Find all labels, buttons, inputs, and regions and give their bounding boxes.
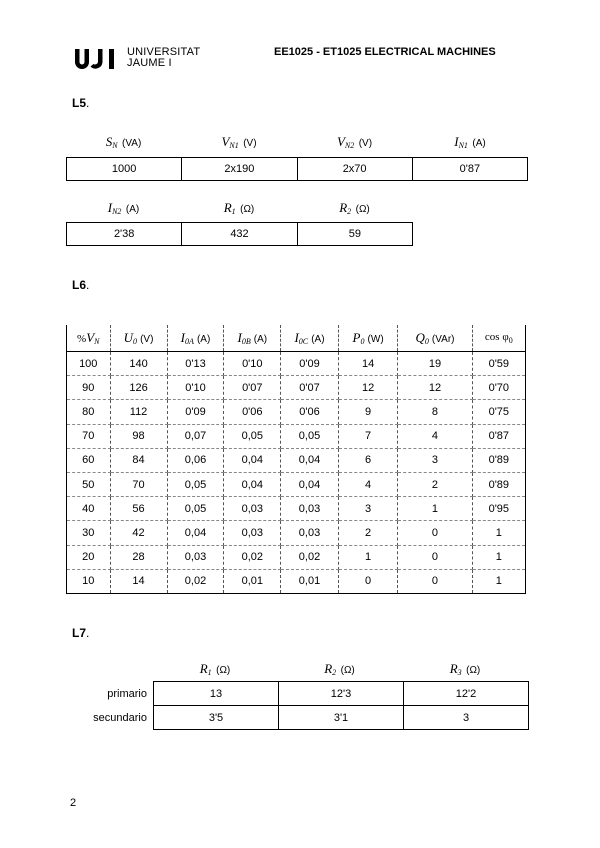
table-cell: 0,03 (167, 545, 224, 569)
table-cell: 0,05 (281, 424, 339, 448)
l5-header-r2: $R_2$ (Ω) (339, 200, 370, 216)
table-cell: 1 (472, 545, 525, 569)
table-cell: 0,04 (281, 472, 339, 496)
table-cell: 0,06 (167, 448, 224, 472)
table-cell: 0,03 (281, 521, 339, 545)
l7-row-primario (85, 682, 529, 706)
table-cell: 0,05 (167, 497, 224, 521)
l7-cell: 12'2 (404, 682, 529, 706)
table-cell: 84 (110, 448, 167, 472)
l5-header-in2: $I_{N2}$ (A) (107, 200, 140, 216)
course-title: EE1025 - ET1025 ELECTRICAL MACHINES (274, 46, 496, 58)
table-cell: 4 (398, 424, 472, 448)
table-cell: 14 (110, 569, 167, 593)
table-cell: 0,02 (281, 545, 339, 569)
l6-header-i0b: $I_{0B}$ (A) (224, 325, 281, 352)
table-cell: 14 (338, 352, 398, 376)
table-cell: 0'07 (281, 376, 339, 400)
table-cell: 0,04 (224, 448, 281, 472)
table-cell: 0,02 (224, 545, 281, 569)
l5-header-r1: $R_1$ (Ω) (223, 200, 255, 216)
page-number: 2 (70, 797, 77, 809)
l6-header-p0: $P_0$ (W) (338, 325, 398, 352)
l7-cell: 13 (154, 682, 279, 706)
table-row (67, 569, 526, 593)
table-row (67, 376, 526, 400)
l6-table-body (67, 352, 526, 594)
table-cell: 0'10 (167, 376, 224, 400)
l7-row-label: secundario (93, 711, 147, 724)
university-logo (74, 47, 214, 71)
table-cell: 100 (67, 352, 111, 376)
table-cell: 28 (110, 545, 167, 569)
l7-header-r1: $R_1$ (Ω) (199, 661, 231, 677)
table-cell: 90 (67, 376, 111, 400)
l5-header-in1: $I_{N1}$ (A) (454, 134, 486, 150)
table-cell: 0'06 (224, 400, 281, 424)
table-cell: 0 (398, 545, 472, 569)
l7-header-r3: $R_3$ (Ω) (449, 661, 481, 677)
table-cell: 0,01 (281, 569, 339, 593)
section-label-l5: L5. (72, 96, 90, 110)
table-cell: 1 (472, 569, 525, 593)
table-cell: 0'75 (472, 400, 525, 424)
table-cell: 50 (67, 472, 111, 496)
l5-value-sn: 1000 (67, 158, 182, 181)
l7-header-r2: $R_2$ (Ω) (324, 661, 355, 677)
table-cell: 0,04 (281, 448, 339, 472)
table-cell: 0 (398, 521, 472, 545)
table-cell: 10 (67, 569, 111, 593)
l7-cell: 3'5 (154, 706, 279, 730)
table-row (67, 497, 526, 521)
l5-table-1 (66, 157, 528, 181)
table-cell: 0,04 (224, 472, 281, 496)
table-cell: 0'89 (472, 448, 525, 472)
table-cell: 19 (398, 352, 472, 376)
table-cell: 70 (110, 472, 167, 496)
table-cell: 3 (338, 497, 398, 521)
table-cell: 30 (67, 521, 111, 545)
table-cell: 80 (67, 400, 111, 424)
table-cell: 1 (398, 497, 472, 521)
table-cell: 2 (398, 472, 472, 496)
table-cell: 7 (338, 424, 398, 448)
table-cell: 126 (110, 376, 167, 400)
l5-header-sn: $S_N$ (VA) (105, 134, 142, 150)
table-cell: 0,03 (281, 497, 339, 521)
l5-value-vn2: 2x70 (297, 158, 412, 181)
table-cell: 0 (338, 569, 398, 593)
table-row (67, 400, 526, 424)
table-cell: 2 (338, 521, 398, 545)
l6-header-cos-phi0: $\cos \varphi_0$ (472, 325, 525, 352)
table-cell: 0,05 (167, 472, 224, 496)
table-row (67, 545, 526, 569)
l5-value-r2: 59 (297, 223, 412, 246)
l6-header-u0: $U_0$ (V) (110, 325, 167, 352)
table-cell: 42 (110, 521, 167, 545)
table-cell: 6 (338, 448, 398, 472)
table-cell: 98 (110, 424, 167, 448)
table-cell: 0,02 (167, 569, 224, 593)
table-row (67, 424, 526, 448)
table-cell: 3 (398, 448, 472, 472)
table-row (67, 472, 526, 496)
table-cell: 9 (338, 400, 398, 424)
table-cell: 112 (110, 400, 167, 424)
table-cell: 0'10 (224, 352, 281, 376)
uji-logo-icon (74, 49, 119, 69)
l7-cell: 3'1 (279, 706, 404, 730)
l7-cell: 3 (404, 706, 529, 730)
section-label-l6: L6. (72, 278, 90, 292)
table-cell: 0,03 (224, 521, 281, 545)
table-cell: 0'06 (281, 400, 339, 424)
table-row (67, 521, 526, 545)
table-cell: 0'07 (224, 376, 281, 400)
table-cell: 0,07 (167, 424, 224, 448)
table-cell: 56 (110, 497, 167, 521)
table-cell: 0'95 (472, 497, 525, 521)
l6-header-i0a: $I_{0A}$ (A) (167, 325, 224, 352)
table-cell: 40 (67, 497, 111, 521)
table-cell: 140 (110, 352, 167, 376)
table-cell: 12 (398, 376, 472, 400)
table-cell: 0'87 (472, 424, 525, 448)
table-cell: 0'59 (472, 352, 525, 376)
table-cell: 0'13 (167, 352, 224, 376)
logo-text-line1: UNIVERSITAT (127, 46, 201, 58)
table-cell: 0 (398, 569, 472, 593)
l7-row-secundario (85, 706, 529, 730)
l6-header-percent-vn: $\%V_N$ (67, 325, 111, 352)
l7-cell: 12'3 (279, 682, 404, 706)
table-cell: 20 (67, 545, 111, 569)
section-label-l7: L7. (72, 626, 90, 640)
table-cell: 0,04 (167, 521, 224, 545)
table-cell: 8 (398, 400, 472, 424)
l6-header-row (67, 325, 526, 352)
l7-row-label: primario (107, 687, 147, 700)
table-cell: 0,05 (224, 424, 281, 448)
table-row (67, 352, 526, 376)
l6-header-q0: $Q_0$ (VAr) (398, 325, 472, 352)
table-cell: 0,01 (224, 569, 281, 593)
table-cell: 0,03 (224, 497, 281, 521)
l5-value-in2: 2'38 (67, 223, 182, 246)
table-cell: 0'70 (472, 376, 525, 400)
l5-value-vn1: 2x190 (182, 158, 297, 181)
table-cell: 0'09 (167, 400, 224, 424)
table-cell: 0'89 (472, 472, 525, 496)
table-cell: 12 (338, 376, 398, 400)
l5-value-in1: 0'87 (412, 158, 527, 181)
table-cell: 1 (472, 521, 525, 545)
table-cell: 4 (338, 472, 398, 496)
table-cell: 1 (338, 545, 398, 569)
table-row (67, 448, 526, 472)
l5-header-vn2: $V_{N2}$ (V) (336, 134, 373, 150)
l6-header-i0c: $I_{0C}$ (A) (281, 325, 339, 352)
l7-table (85, 681, 529, 730)
table-cell: 0'09 (281, 352, 339, 376)
table-cell: 70 (67, 424, 111, 448)
l6-table (66, 325, 526, 594)
l5-header-vn1: $V_{N1}$ (V) (221, 134, 257, 150)
l5-table-2 (66, 222, 413, 246)
logo-text-line2: JAUME I (127, 57, 172, 69)
l5-value-r1: 432 (182, 223, 297, 246)
table-cell: 60 (67, 448, 111, 472)
